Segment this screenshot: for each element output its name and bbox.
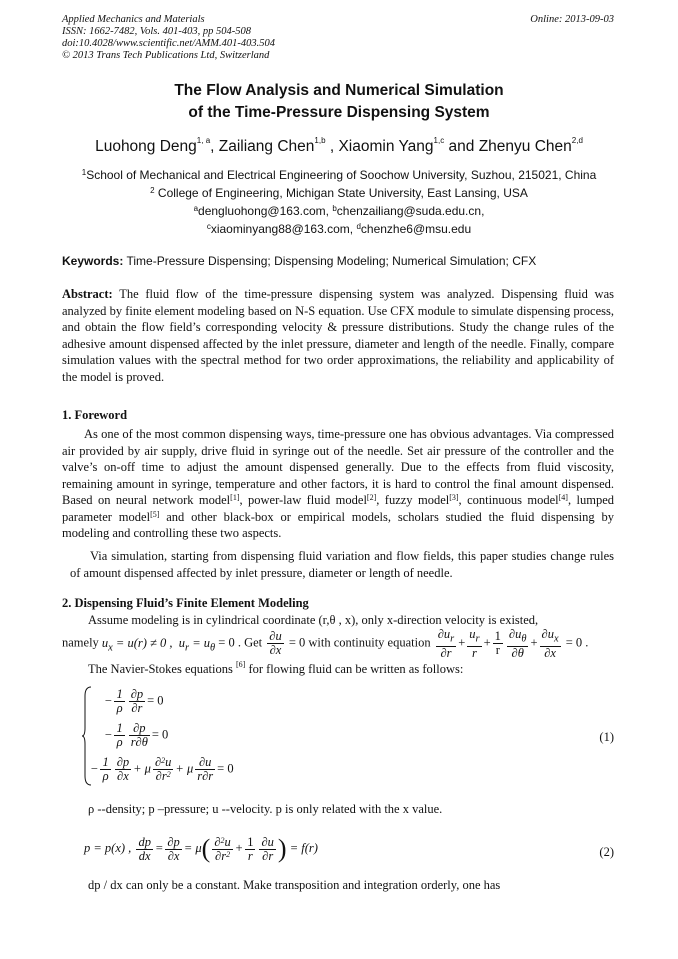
abstract: Abstract: The fluid flow of the time-pressure dispensing system was analyzed. Dispensing fluid was analyzed by finite element modeling based on N-S equation. Use CFX module to simulate dispensing process, and obtain the flow field’s corresponding velocity & pressure distributions. Study the change rules of the adhesive amount dispensed affected by the inlet pressure, diameter and length of the needle. Finally, compare simulation values with the spectral method for two order approximations, the reliability and applicability of the model is proved. <box>62 287 614 384</box>
citation-link[interactable]: [3] <box>449 493 459 502</box>
equation: − $\frac{1}{\rho}$ $\frac{\partial p}{r\partial\theta}$ = 0 <box>104 721 169 749</box>
equation-line: namely $u_x = u(r) \ne 0$ , $u_r = u_\theta = 0$ . Get $\frac{\partial u}{\partial x}$ = 0 with continuity equation $\frac{\partial u_r}{\partial r}$ + $\frac{u_r}{r}$ + $\frac{1}{r}$ $\frac{\partial u_\theta}{\partial\theta}$ + $\frac{\partial u_x}{\partial x}$ = 0 . <box>62 627 589 660</box>
author: Zhenyu Chen <box>478 138 572 155</box>
text-line: dp / dx can only be a constant. Make transposition and integration orderly, one has <box>88 878 501 892</box>
doi: doi:10.4028/www.scientific.net/AMM.401-403.504 <box>62 38 275 49</box>
author: Xiaomin Yang <box>338 138 434 155</box>
running-header <box>62 14 614 62</box>
affiliations: $^1$School of Mechanical and Electrical Engineering of Soochow University, Suzhou, 215021, China $^2$ College of Engineering, Michigan State University, East Lansing, USA $^a$dengluohong@163.com, $^b$chenzailiang@suda.edu.cn, $^c$xiaominyang88@163.com, $^d$chenzhe6@msu.edu <box>81 168 597 236</box>
author: Luohong Deng <box>95 138 197 155</box>
author-list: Luohong Deng$^{1, a}$, Zailiang Chen$^{1,b}$ , Xiaomin Yang$^{1,c}$ and Zhenyu Chen$^{2,d}$ <box>95 136 583 155</box>
email-link[interactable]: dengluohong@163.com, <box>198 204 329 218</box>
email-link[interactable]: xiaominyang88@163.com, <box>210 222 354 236</box>
keywords: Keywords: Time-Pressure Dispensing; Dispensing Modeling; Numerical Simulation; CFX <box>62 254 537 268</box>
equation-number: (2) <box>599 845 614 859</box>
equation: − $\frac{1}{\rho}$ $\frac{\partial p}{\partial r}$ = 0 <box>104 687 164 715</box>
foreword-paragraph: As one of the most common dispensing ways, time-pressure one has obvious advantages. Via compressed air provided by air supply, drive fluid in syringe out of the needle. Set air pressure of the controller and the valve’s on-off time to adjust the amount dispensed generally. Due to the effects from fluid viscosity, remaining amount in syringe, temperature and other factors, it is hard to control the final amount dispensed. Based on neural network model[1], power-law fluid model[2], fuzzy model[3], continuous model[4], lumped parameter model[5] and other black-box or empirical models, scholars studied the fluid dispensing by modeling and controlling these two aspects. <box>62 427 614 540</box>
foreword-paragraph-2: Via simulation, starting from dispensing fluid variation and flow fields, this paper studies change rules of amount dispensed affected by inlet pressure, diameter or length of needle. <box>70 549 614 580</box>
issn: ISSN: 1662-7482, Vols. 401-403, pp 504-508 <box>62 26 251 37</box>
citation-link[interactable]: [4] <box>558 493 568 502</box>
section-heading: 1. Foreword <box>62 408 128 422</box>
citation-link[interactable]: [6] <box>235 660 246 669</box>
author: Zailiang Chen <box>218 138 315 155</box>
definitions: ρ --density; p –pressure; u --velocity. p is only related with the x value. <box>88 802 443 816</box>
journal-name: Applied Mechanics and Materials <box>62 14 205 25</box>
online-date: Online: 2013-09-03 <box>530 14 614 25</box>
equation: p = p(x) , $\frac{dp}{dx}$ = $\frac{\partial p}{\partial x}$ = μ( $\frac{\partial^2u}{\partial r^2}$ + $\frac{1}{r}$ $\frac{\partial u}{\partial r}$ ) = f(r) <box>84 834 318 863</box>
citation-link[interactable]: [1] <box>230 493 240 502</box>
equation: − $\frac{1}{\rho}$ $\frac{\partial p}{\partial x}$ + μ $\frac{\partial^2u}{\partial r^2}$ + μ $\frac{\partial u}{r\partial r}$ = 0 <box>90 755 234 783</box>
copyright: © 2013 Trans Tech Publications Ltd, Switzerland <box>62 50 270 61</box>
text-line: Assume modeling is in cylindrical coordinate (r,θ , x), only x-direction velocity is existed, <box>88 613 539 627</box>
citation-link[interactable]: [5] <box>150 509 160 519</box>
email-link[interactable]: chenzhe6@msu.edu <box>360 222 472 236</box>
section-heading: 2. Dispensing Fluid’s Finite Element Modeling <box>62 596 309 610</box>
text-line: The Navier-Stokes equations [6] for flowing fluid can be written as follows: <box>88 660 464 676</box>
citation-link[interactable]: [2] <box>366 493 377 502</box>
email-link[interactable]: chenzailiang@suda.edu.cn, <box>336 204 485 218</box>
paper-title: The Flow Analysis and Numerical Simulation of the Time-Pressure Dispensing System <box>174 82 504 121</box>
equation-number: (1) <box>599 730 614 744</box>
